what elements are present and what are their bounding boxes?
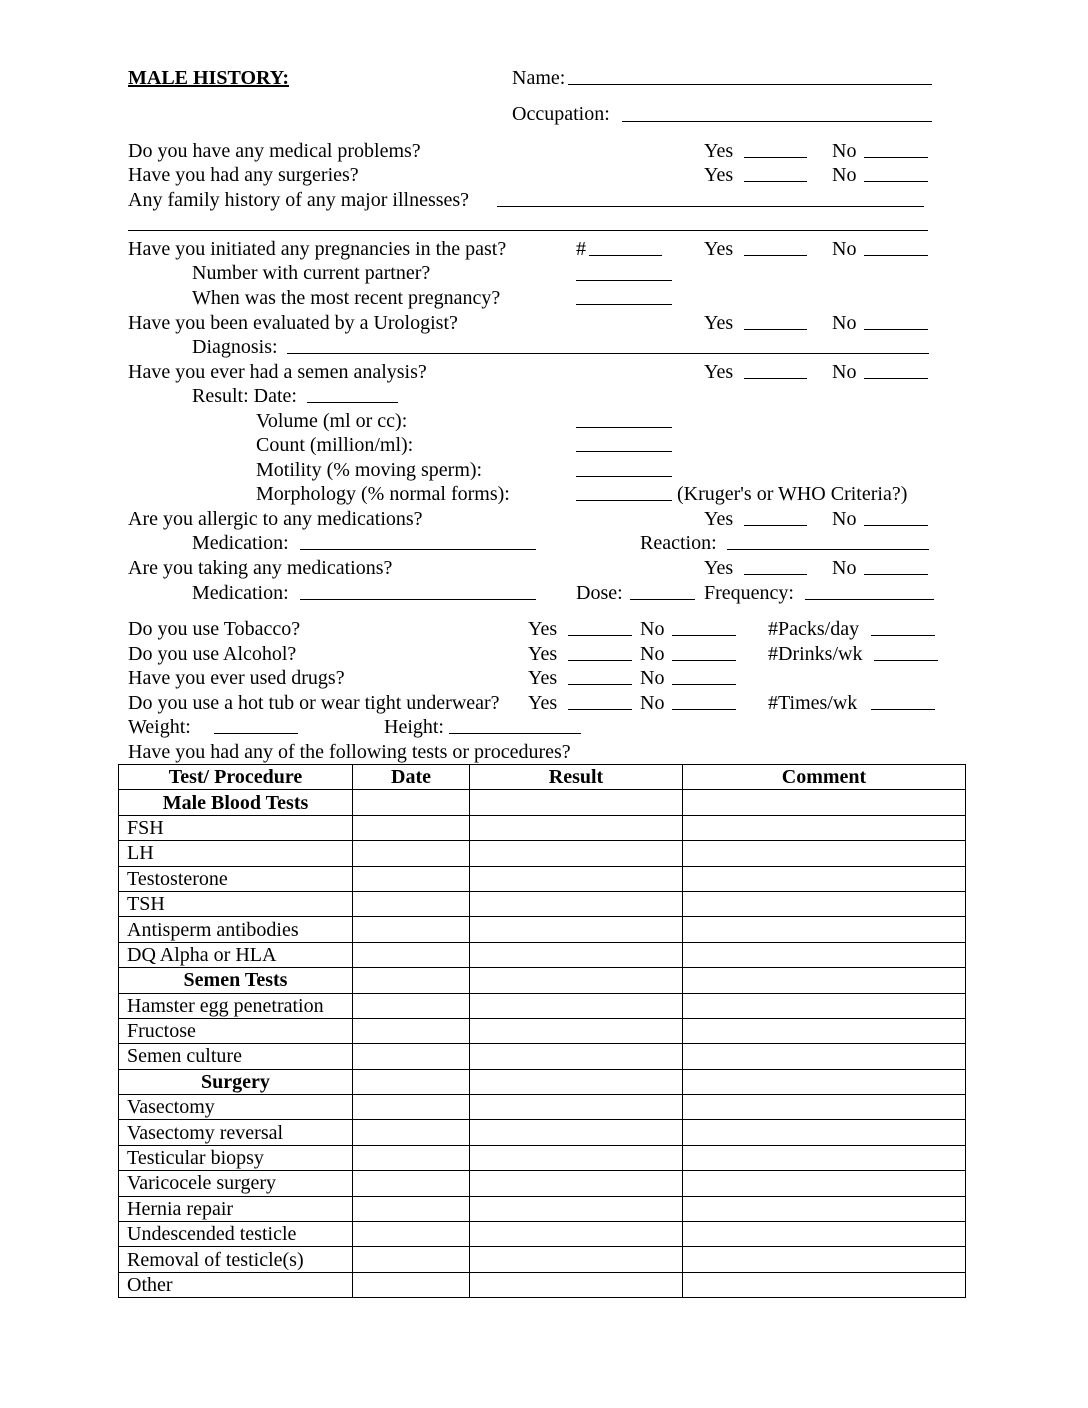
table-row xyxy=(119,1095,966,1120)
times-field[interactable] xyxy=(871,709,935,710)
pregnancies-no-field[interactable] xyxy=(864,255,928,256)
result-cell[interactable] xyxy=(470,917,683,942)
date-cell[interactable] xyxy=(353,968,470,993)
current-medication-field[interactable] xyxy=(300,599,536,600)
tobacco-yes-field[interactable] xyxy=(568,635,632,636)
test-name: Antisperm antibodies xyxy=(119,917,353,942)
comment-cell[interactable] xyxy=(683,942,966,967)
date-cell[interactable] xyxy=(353,993,470,1018)
table-section-row xyxy=(119,790,966,815)
comment-cell[interactable] xyxy=(683,993,966,1018)
header-result: Result xyxy=(470,765,683,790)
no-label: No xyxy=(832,140,857,162)
date-cell[interactable] xyxy=(353,815,470,840)
q-urologist: Have you been evaluated by a Urologist? xyxy=(128,312,458,334)
drugs-yes-field[interactable] xyxy=(568,684,632,685)
header-test-procedure: Test/ Procedure xyxy=(119,765,353,790)
test-name: FSH xyxy=(119,815,353,840)
date-cell[interactable] xyxy=(353,942,470,967)
times-label: #Times/wk xyxy=(768,692,858,714)
result-cell[interactable] xyxy=(470,1069,683,1094)
no-label: No xyxy=(832,312,857,334)
comment-cell[interactable] xyxy=(683,968,966,993)
name-field[interactable] xyxy=(568,84,932,85)
table-row xyxy=(119,841,966,866)
weight-label: Weight: xyxy=(128,716,191,738)
weight-field[interactable] xyxy=(214,733,298,734)
taking-meds-yes-field[interactable] xyxy=(744,574,807,575)
recent-pregnancy-field[interactable] xyxy=(576,304,672,305)
comment-cell[interactable] xyxy=(683,1171,966,1196)
occupation-label: Occupation: xyxy=(512,103,610,125)
q-family-history: Any family history of any major illnesses? xyxy=(128,189,470,211)
family-history-field-2[interactable] xyxy=(128,230,928,231)
table-row xyxy=(119,1247,966,1272)
name-label: Name: xyxy=(512,67,566,89)
result-cell[interactable] xyxy=(470,1222,683,1247)
hot-tub-no-field[interactable] xyxy=(672,709,736,710)
table-header-row xyxy=(119,765,966,790)
result-cell[interactable] xyxy=(470,1272,683,1297)
table-section-row xyxy=(119,1069,966,1094)
comment-cell[interactable] xyxy=(683,891,966,916)
comment-cell[interactable] xyxy=(683,917,966,942)
alcohol-yes-field[interactable] xyxy=(568,660,632,661)
drugs-no-field[interactable] xyxy=(672,684,736,685)
diagnosis-label: Diagnosis: xyxy=(192,336,278,358)
volume-field[interactable] xyxy=(576,427,672,428)
test-name: Undescended testicle xyxy=(119,1222,353,1247)
semen-analysis-yes-field[interactable] xyxy=(744,378,807,379)
tests-intro: Have you had any of the following tests or procedures? xyxy=(128,741,571,763)
result-cell[interactable] xyxy=(470,942,683,967)
date-cell[interactable] xyxy=(353,1095,470,1120)
date-cell[interactable] xyxy=(353,841,470,866)
no-label: No xyxy=(832,557,857,579)
q-alcohol: Do you use Alcohol? xyxy=(128,643,297,665)
q-tobacco: Do you use Tobacco? xyxy=(128,618,301,640)
comment-cell[interactable] xyxy=(683,1145,966,1170)
q-recent-pregnancy: When was the most recent pregnancy? xyxy=(192,287,501,309)
medical-problems-yes-field[interactable] xyxy=(744,157,807,158)
table-row xyxy=(119,1222,966,1247)
result-cell[interactable] xyxy=(470,968,683,993)
comment-cell[interactable] xyxy=(683,1247,966,1272)
q-surgeries: Have you had any surgeries? xyxy=(128,164,359,186)
date-cell[interactable] xyxy=(353,1120,470,1145)
motility-label: Motility (% moving sperm): xyxy=(256,459,483,481)
medical-problems-no-field[interactable] xyxy=(864,157,928,158)
comment-cell[interactable] xyxy=(683,1069,966,1094)
volume-label: Volume (ml or cc): xyxy=(256,410,408,432)
table-row xyxy=(119,1171,966,1196)
table-row xyxy=(119,891,966,916)
allergy-medication-field[interactable] xyxy=(300,549,536,550)
test-name: Removal of testicle(s) xyxy=(119,1247,353,1272)
test-name: Hernia repair xyxy=(119,1196,353,1221)
comment-cell[interactable] xyxy=(683,1044,966,1069)
result-cell[interactable] xyxy=(470,1120,683,1145)
yes-label: Yes xyxy=(704,238,734,260)
test-name: LH xyxy=(119,841,353,866)
result-cell[interactable] xyxy=(470,1095,683,1120)
test-name: Testicular biopsy xyxy=(119,1145,353,1170)
family-history-field[interactable] xyxy=(497,206,924,207)
yes-label: Yes xyxy=(704,361,734,383)
table-row xyxy=(119,1196,966,1221)
no-label: No xyxy=(640,667,665,689)
frequency-field[interactable] xyxy=(805,599,934,600)
motility-field[interactable] xyxy=(576,476,672,477)
no-label: No xyxy=(640,643,665,665)
test-name: Testosterone xyxy=(119,866,353,891)
morphology-field[interactable] xyxy=(576,500,672,501)
comment-cell[interactable] xyxy=(683,1095,966,1120)
current-partner-field[interactable] xyxy=(576,280,672,281)
table-row xyxy=(119,1018,966,1043)
header-date: Date xyxy=(353,765,470,790)
occupation-field[interactable] xyxy=(622,121,932,122)
section-label: Male Blood Tests xyxy=(119,790,353,815)
result-date-label: Result: Date: xyxy=(192,385,297,407)
yes-label: Yes xyxy=(704,557,734,579)
result-cell[interactable] xyxy=(470,815,683,840)
table-row xyxy=(119,942,966,967)
comment-cell[interactable] xyxy=(683,1222,966,1247)
result-cell[interactable] xyxy=(470,841,683,866)
pregnancies-count-field[interactable] xyxy=(589,255,662,256)
table-row xyxy=(119,1120,966,1145)
test-name: Semen culture xyxy=(119,1044,353,1069)
form-title: MALE HISTORY: xyxy=(128,67,290,89)
date-cell[interactable] xyxy=(353,1069,470,1094)
drinks-field[interactable] xyxy=(874,660,938,661)
q-current-partner: Number with current partner? xyxy=(192,262,431,284)
no-label: No xyxy=(832,238,857,260)
result-cell[interactable] xyxy=(470,1145,683,1170)
reaction-field[interactable] xyxy=(727,549,929,550)
comment-cell[interactable] xyxy=(683,790,966,815)
q-hot-tub: Do you use a hot tub or wear tight underwear? xyxy=(128,692,500,714)
test-name: Hamster egg penetration xyxy=(119,993,353,1018)
test-name: Vasectomy reversal xyxy=(119,1120,353,1145)
hot-tub-yes-field[interactable] xyxy=(568,709,632,710)
result-cell[interactable] xyxy=(470,891,683,916)
q-semen-analysis: Have you ever had a semen analysis? xyxy=(128,361,427,383)
no-label: No xyxy=(832,164,857,186)
q-allergic: Are you allergic to any medications? xyxy=(128,508,423,530)
tobacco-no-field[interactable] xyxy=(672,635,736,636)
semen-analysis-no-field[interactable] xyxy=(864,378,928,379)
allergic-no-field[interactable] xyxy=(864,525,928,526)
height-label: Height: xyxy=(384,716,444,738)
comment-cell[interactable] xyxy=(683,841,966,866)
date-cell[interactable] xyxy=(353,1145,470,1170)
result-cell[interactable] xyxy=(470,1044,683,1069)
height-field[interactable] xyxy=(449,733,581,734)
no-label: No xyxy=(832,508,857,530)
drinks-label: #Drinks/wk xyxy=(768,643,863,665)
yes-label: Yes xyxy=(528,667,558,689)
tests-table xyxy=(118,764,966,1298)
table-row xyxy=(119,1145,966,1170)
surgeries-yes-field[interactable] xyxy=(744,181,807,182)
hash-label: # xyxy=(576,238,586,260)
count-label: Count (million/ml): xyxy=(256,434,414,456)
test-name: TSH xyxy=(119,891,353,916)
no-label: No xyxy=(832,361,857,383)
dose-field[interactable] xyxy=(630,599,695,600)
test-name: Varicocele surgery xyxy=(119,1171,353,1196)
yes-label: Yes xyxy=(528,618,558,640)
result-cell[interactable] xyxy=(470,790,683,815)
table-row xyxy=(119,866,966,891)
date-cell[interactable] xyxy=(353,1196,470,1221)
result-cell[interactable] xyxy=(470,1196,683,1221)
taking-meds-no-field[interactable] xyxy=(864,574,928,575)
test-name: Vasectomy xyxy=(119,1095,353,1120)
urologist-no-field[interactable] xyxy=(864,329,928,330)
packs-label: #Packs/day xyxy=(768,618,860,640)
medication-label: Medication: xyxy=(192,532,289,554)
frequency-label: Frequency: xyxy=(704,582,794,604)
yes-label: Yes xyxy=(528,692,558,714)
date-cell[interactable] xyxy=(353,1272,470,1297)
date-cell[interactable] xyxy=(353,917,470,942)
yes-label: Yes xyxy=(704,140,734,162)
table-section-row xyxy=(119,968,966,993)
date-cell[interactable] xyxy=(353,866,470,891)
no-label: No xyxy=(640,692,665,714)
morphology-label: Morphology (% normal forms): xyxy=(256,483,510,505)
date-cell[interactable] xyxy=(353,1222,470,1247)
table-row xyxy=(119,917,966,942)
count-field[interactable] xyxy=(576,451,672,452)
no-label: No xyxy=(640,618,665,640)
medication-label: Medication: xyxy=(192,582,289,604)
diagnosis-field[interactable] xyxy=(287,353,929,354)
comment-cell[interactable] xyxy=(683,1272,966,1297)
section-label: Surgery xyxy=(119,1069,353,1094)
result-cell[interactable] xyxy=(470,993,683,1018)
date-cell[interactable] xyxy=(353,1171,470,1196)
table-row xyxy=(119,1044,966,1069)
pregnancies-yes-field[interactable] xyxy=(744,255,807,256)
urologist-yes-field[interactable] xyxy=(744,329,807,330)
section-label: Semen Tests xyxy=(119,968,353,993)
q-taking-meds: Are you taking any medications? xyxy=(128,557,393,579)
date-cell[interactable] xyxy=(353,790,470,815)
comment-cell[interactable] xyxy=(683,1018,966,1043)
date-cell[interactable] xyxy=(353,891,470,916)
result-cell[interactable] xyxy=(470,1171,683,1196)
alcohol-no-field[interactable] xyxy=(672,660,736,661)
reaction-label: Reaction: xyxy=(640,532,717,554)
yes-label: Yes xyxy=(528,643,558,665)
result-cell[interactable] xyxy=(470,1247,683,1272)
yes-label: Yes xyxy=(704,312,734,334)
comment-cell[interactable] xyxy=(683,1196,966,1221)
yes-label: Yes xyxy=(704,164,734,186)
comment-cell[interactable] xyxy=(683,1120,966,1145)
table-row xyxy=(119,1272,966,1297)
result-date-field[interactable] xyxy=(307,402,398,403)
table-row xyxy=(119,993,966,1018)
result-cell[interactable] xyxy=(470,1018,683,1043)
test-name: Fructose xyxy=(119,1018,353,1043)
result-cell[interactable] xyxy=(470,866,683,891)
test-name: Other xyxy=(119,1272,353,1297)
allergic-yes-field[interactable] xyxy=(744,525,807,526)
surgeries-no-field[interactable] xyxy=(864,181,928,182)
q-medical-problems: Do you have any medical problems? xyxy=(128,140,421,162)
header-comment: Comment xyxy=(683,765,966,790)
date-cell[interactable] xyxy=(353,1044,470,1069)
q-drugs: Have you ever used drugs? xyxy=(128,667,345,689)
criteria-note: (Kruger's or WHO Criteria?) xyxy=(677,483,908,505)
q-pregnancies: Have you initiated any pregnancies in the past? xyxy=(128,238,507,260)
yes-label: Yes xyxy=(704,508,734,530)
test-name: DQ Alpha or HLA xyxy=(119,942,353,967)
packs-field[interactable] xyxy=(871,635,935,636)
date-cell[interactable] xyxy=(353,1018,470,1043)
dose-label: Dose: xyxy=(576,582,623,604)
comment-cell[interactable] xyxy=(683,815,966,840)
table-row xyxy=(119,815,966,840)
date-cell[interactable] xyxy=(353,1247,470,1272)
comment-cell[interactable] xyxy=(683,866,966,891)
